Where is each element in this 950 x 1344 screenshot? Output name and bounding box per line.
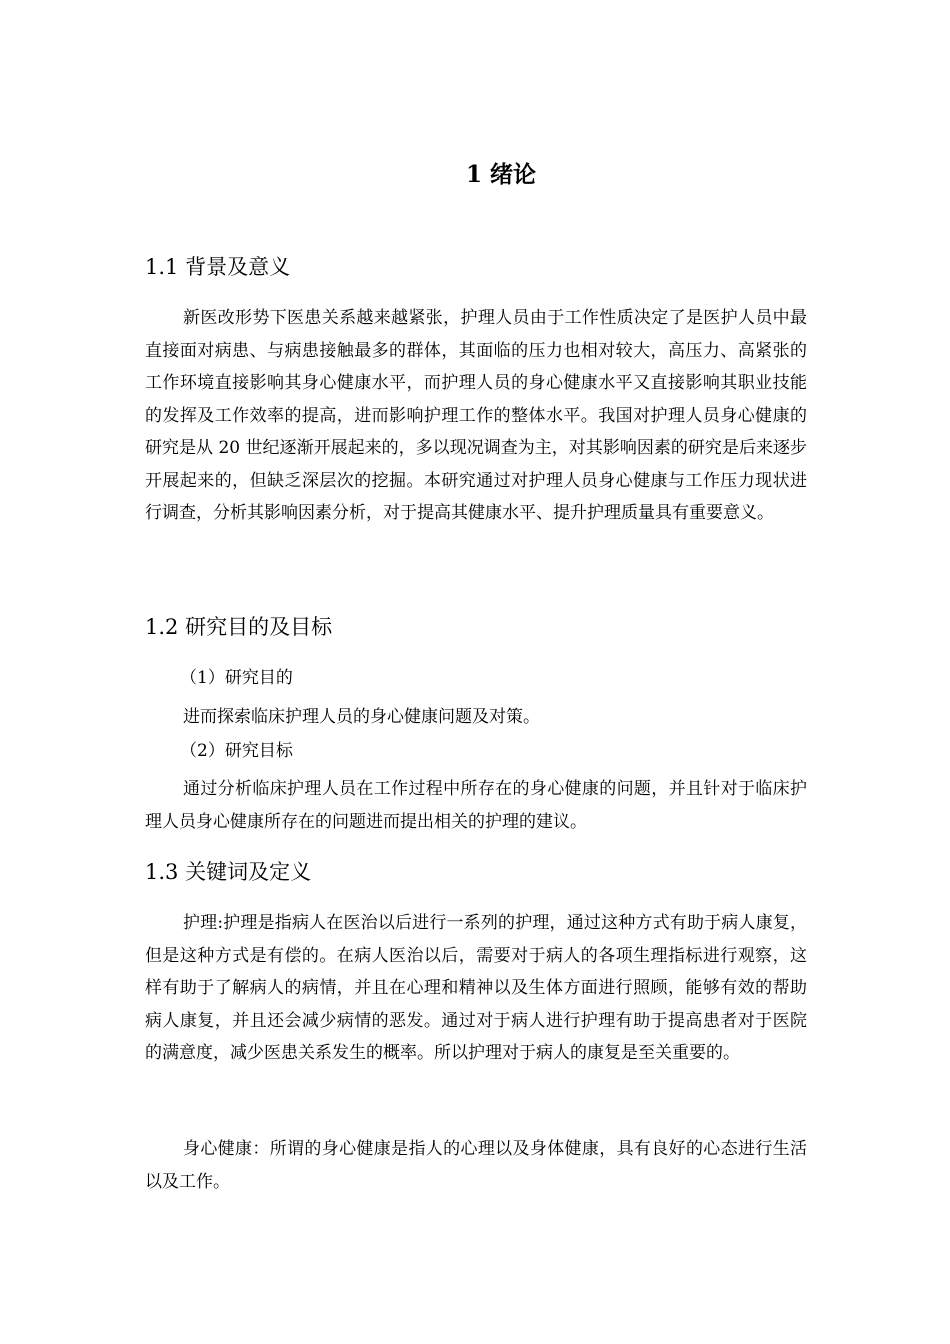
goal-text: 通过分析临床护理人员在工作过程中所存在的身心健康的问题，并且针对于临床护理人员身心健康所存在的问题进而提出相关的护理的建议。 xyxy=(145,779,807,832)
nursing-definition: 护理:护理是指病人在医治以后进行一系列的护理，通过这种方式有助于病人康复，但是这种方式是有偿的。在病人医治以后，需要对于病人的各项生理指标进行观察，这样有助于了解病人的病情，并且在心理和精神以及生体方面进行照顾，能够有效的帮助病人康复，并且还会减少病情的恶发。通过对于病人进行护理有助于提高患者对于医院的满意度，减少医患关系发生的概率。所以护理对于病人的康复是至关重要的。 xyxy=(145,913,807,1063)
section-heading-1-2: 1.2 研究目的及目标 xyxy=(145,615,333,639)
objective-label: （1）研究目的 xyxy=(180,668,293,688)
goal-label: （2）研究目标 xyxy=(180,741,293,761)
objective-text: 进而探索临床护理人员的身心健康问题及对策。 xyxy=(183,707,540,727)
health-definition: 身心健康：所谓的身心健康是指人的心理以及身体健康，具有良好的心态进行生活以及工作。 xyxy=(145,1139,807,1192)
section-1-1-paragraph: 新医改形势下医患关系越来越紧张，护理人员由于工作性质决定了是医护人员中最直接面对病患、与病患接触最多的群体，其面临的压力也相对较大，高压力、高紧张的工作环境直接影响其身心健康水平，而护理人员的身心健康水平又直接影响其职业技能的发挥及工作效率的提高，进而影响护理工作的整体水平。我国对护理人员身心健康的研究是从 20 世纪逐渐开展起来的，多以现况调查为主，对其影响因素的研究是后来逐步开展起来的，但缺乏深层次的挖掘。本研究通过对护理人员身心健康与工作压力现状进行调查，分析其影响因素分析，对于提高其健康水平、提升护理质量具有重要意义。 xyxy=(145,308,807,523)
section-heading-1-3: 1.3 关键词及定义 xyxy=(145,860,312,884)
section-heading-1-1: 1.1 背景及意义 xyxy=(145,255,291,279)
chapter-title: 1 绪论 xyxy=(465,161,536,188)
